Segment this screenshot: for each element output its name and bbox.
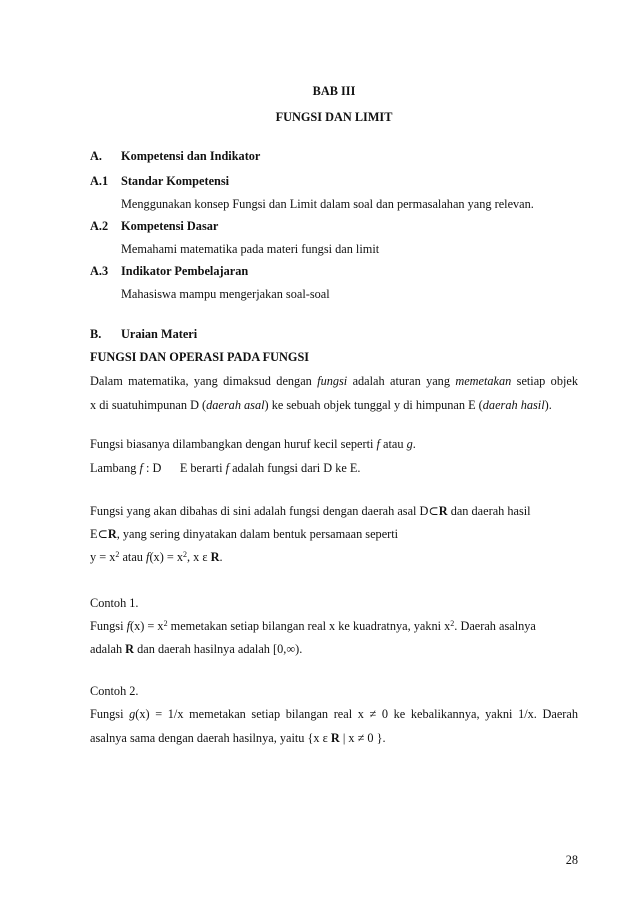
- example-1-title: Contoh 1.: [90, 596, 139, 610]
- term-fungsi: fungsi: [317, 374, 348, 388]
- text-span: (x) = x: [129, 619, 164, 633]
- paragraph-1-line-1: [90, 374, 578, 389]
- text-span: : D E berarti: [142, 461, 226, 475]
- element-symbol: ε: [322, 731, 328, 745]
- example-1-line-2: [90, 642, 578, 657]
- page-number: 28: [565, 853, 578, 867]
- example-2-line-1: [90, 707, 578, 722]
- text-span: , x: [187, 550, 203, 564]
- text-span: memetakan setiap bilangan real x ke kuadratnya, yakni x: [167, 619, 451, 633]
- a3-label: A.3: [90, 264, 109, 278]
- section-b-title: Uraian Materi: [121, 327, 198, 341]
- element-symbol: ε: [202, 550, 208, 564]
- text-span: Fungsi: [90, 707, 130, 721]
- symbol-f: f: [376, 437, 380, 451]
- a1-label: A.1: [90, 174, 109, 188]
- symbol-f: f: [139, 461, 143, 475]
- text-span: | x ≠ 0 }.: [339, 731, 386, 745]
- section-a-title: Kompetensi dan Indikator: [121, 149, 261, 163]
- text-span: Fungsi: [90, 619, 127, 633]
- paragraph-2-line-2: [90, 461, 578, 476]
- text-span: adalah: [90, 642, 126, 656]
- symbol-g: g: [406, 437, 413, 451]
- text-span: y = x: [90, 550, 116, 564]
- text-span: atau: [379, 437, 407, 451]
- text-span: adalah aturan yang: [347, 374, 456, 388]
- text-span: Dalam matematika, yang dimaksud dengan: [90, 374, 318, 388]
- paragraph-3-line-1: [90, 504, 578, 519]
- exponent: 2: [450, 619, 455, 628]
- a1-heading: [90, 174, 578, 189]
- exponent: 2: [183, 550, 188, 559]
- a2-heading: [90, 219, 578, 234]
- section-b-label: B.: [90, 327, 102, 341]
- a3-title: Indikator Pembelajaran: [121, 264, 249, 278]
- text-span: adalah fungsi dari D ke E.: [229, 461, 361, 475]
- real-set-symbol: R: [330, 731, 340, 745]
- text-span: setiap objek: [511, 374, 578, 388]
- text-span: .: [219, 550, 223, 564]
- paragraph-3-line-2: [90, 527, 578, 542]
- text-span: ).: [544, 398, 552, 412]
- a2-title: Kompetensi Dasar: [121, 219, 219, 233]
- text-span: dan daerah hasilnya adalah [0,∞).: [134, 642, 303, 656]
- example-2-line-2: [90, 731, 578, 746]
- symbol-g: g: [129, 707, 136, 721]
- real-set-symbol: R: [107, 527, 117, 541]
- section-a-heading: [90, 149, 578, 164]
- a2-label: A.2: [90, 219, 109, 233]
- exponent: 2: [115, 550, 120, 559]
- real-set-symbol: R: [438, 504, 448, 518]
- text-span: x di suatuhimpunan D (: [90, 398, 207, 412]
- example-2-title: Contoh 2.: [90, 684, 139, 698]
- term-memetakan: memetakan: [455, 374, 512, 388]
- a2-text: Memahami matematika pada materi fungsi dan limit: [121, 242, 380, 256]
- real-set-symbol: R: [210, 550, 220, 564]
- a1-text: Menggunakan konsep Fungsi dan Limit dalam soal dan permasalahan yang relevan.: [121, 197, 534, 211]
- subset-symbol: ⊂: [428, 504, 439, 518]
- text-span: Fungsi yang akan dibahas di sini adalah fungsi dengan daerah asal D: [90, 504, 429, 518]
- exponent: 2: [163, 619, 168, 628]
- text-span: asalnya sama dengan daerah hasilnya, yaitu {x: [90, 731, 323, 745]
- section-b-heading: [90, 327, 578, 342]
- text-span: Fungsi biasanya dilambangkan dengan huruf kecil seperti: [90, 437, 377, 451]
- a1-title: Standar Kompetensi: [121, 174, 230, 188]
- paragraph-3-line-3: [90, 550, 578, 565]
- text-span: (x) = 1/x memetakan setiap bilangan real x ≠ 0 ke kebalikannya, yakni 1/x. Daerah: [135, 707, 578, 721]
- symbol-f: f: [126, 619, 130, 633]
- text-span: (x) = x: [149, 550, 184, 564]
- section-b-subtitle: FUNGSI DAN OPERASI PADA FUNGSI: [90, 350, 310, 364]
- symbol-f: f: [146, 550, 150, 564]
- text-span: E: [90, 527, 98, 541]
- text-span: . Daerah asalnya: [454, 619, 536, 633]
- subset-symbol: ⊂: [97, 527, 108, 541]
- chapter-title: FUNGSI DAN LIMIT: [275, 110, 393, 124]
- example-1-line-1: [90, 619, 578, 634]
- a3-text: Mahasiswa mampu mengerjakan soal-soal: [121, 287, 330, 301]
- paragraph-1-line-2: [90, 398, 578, 413]
- section-a-label: A.: [90, 149, 102, 163]
- text-span: atau: [119, 550, 147, 564]
- term-daerah-hasil: daerah hasil: [482, 398, 545, 412]
- text-span: Lambang: [90, 461, 140, 475]
- symbol-f: f: [225, 461, 229, 475]
- paragraph-2-line-1: [90, 437, 578, 452]
- real-set-symbol: R: [125, 642, 135, 656]
- text-span: , yang sering dinyatakan dalam bentuk persamaan seperti: [116, 527, 399, 541]
- chapter-label: BAB III: [312, 84, 356, 98]
- text-span: ) ke sebuah objek tunggal y di himpunan E (: [264, 398, 483, 412]
- text-span: .: [412, 437, 416, 451]
- text-span: dan daerah hasil: [447, 504, 531, 518]
- a3-heading: [90, 264, 578, 279]
- term-daerah-asal: daerah asal: [206, 398, 265, 412]
